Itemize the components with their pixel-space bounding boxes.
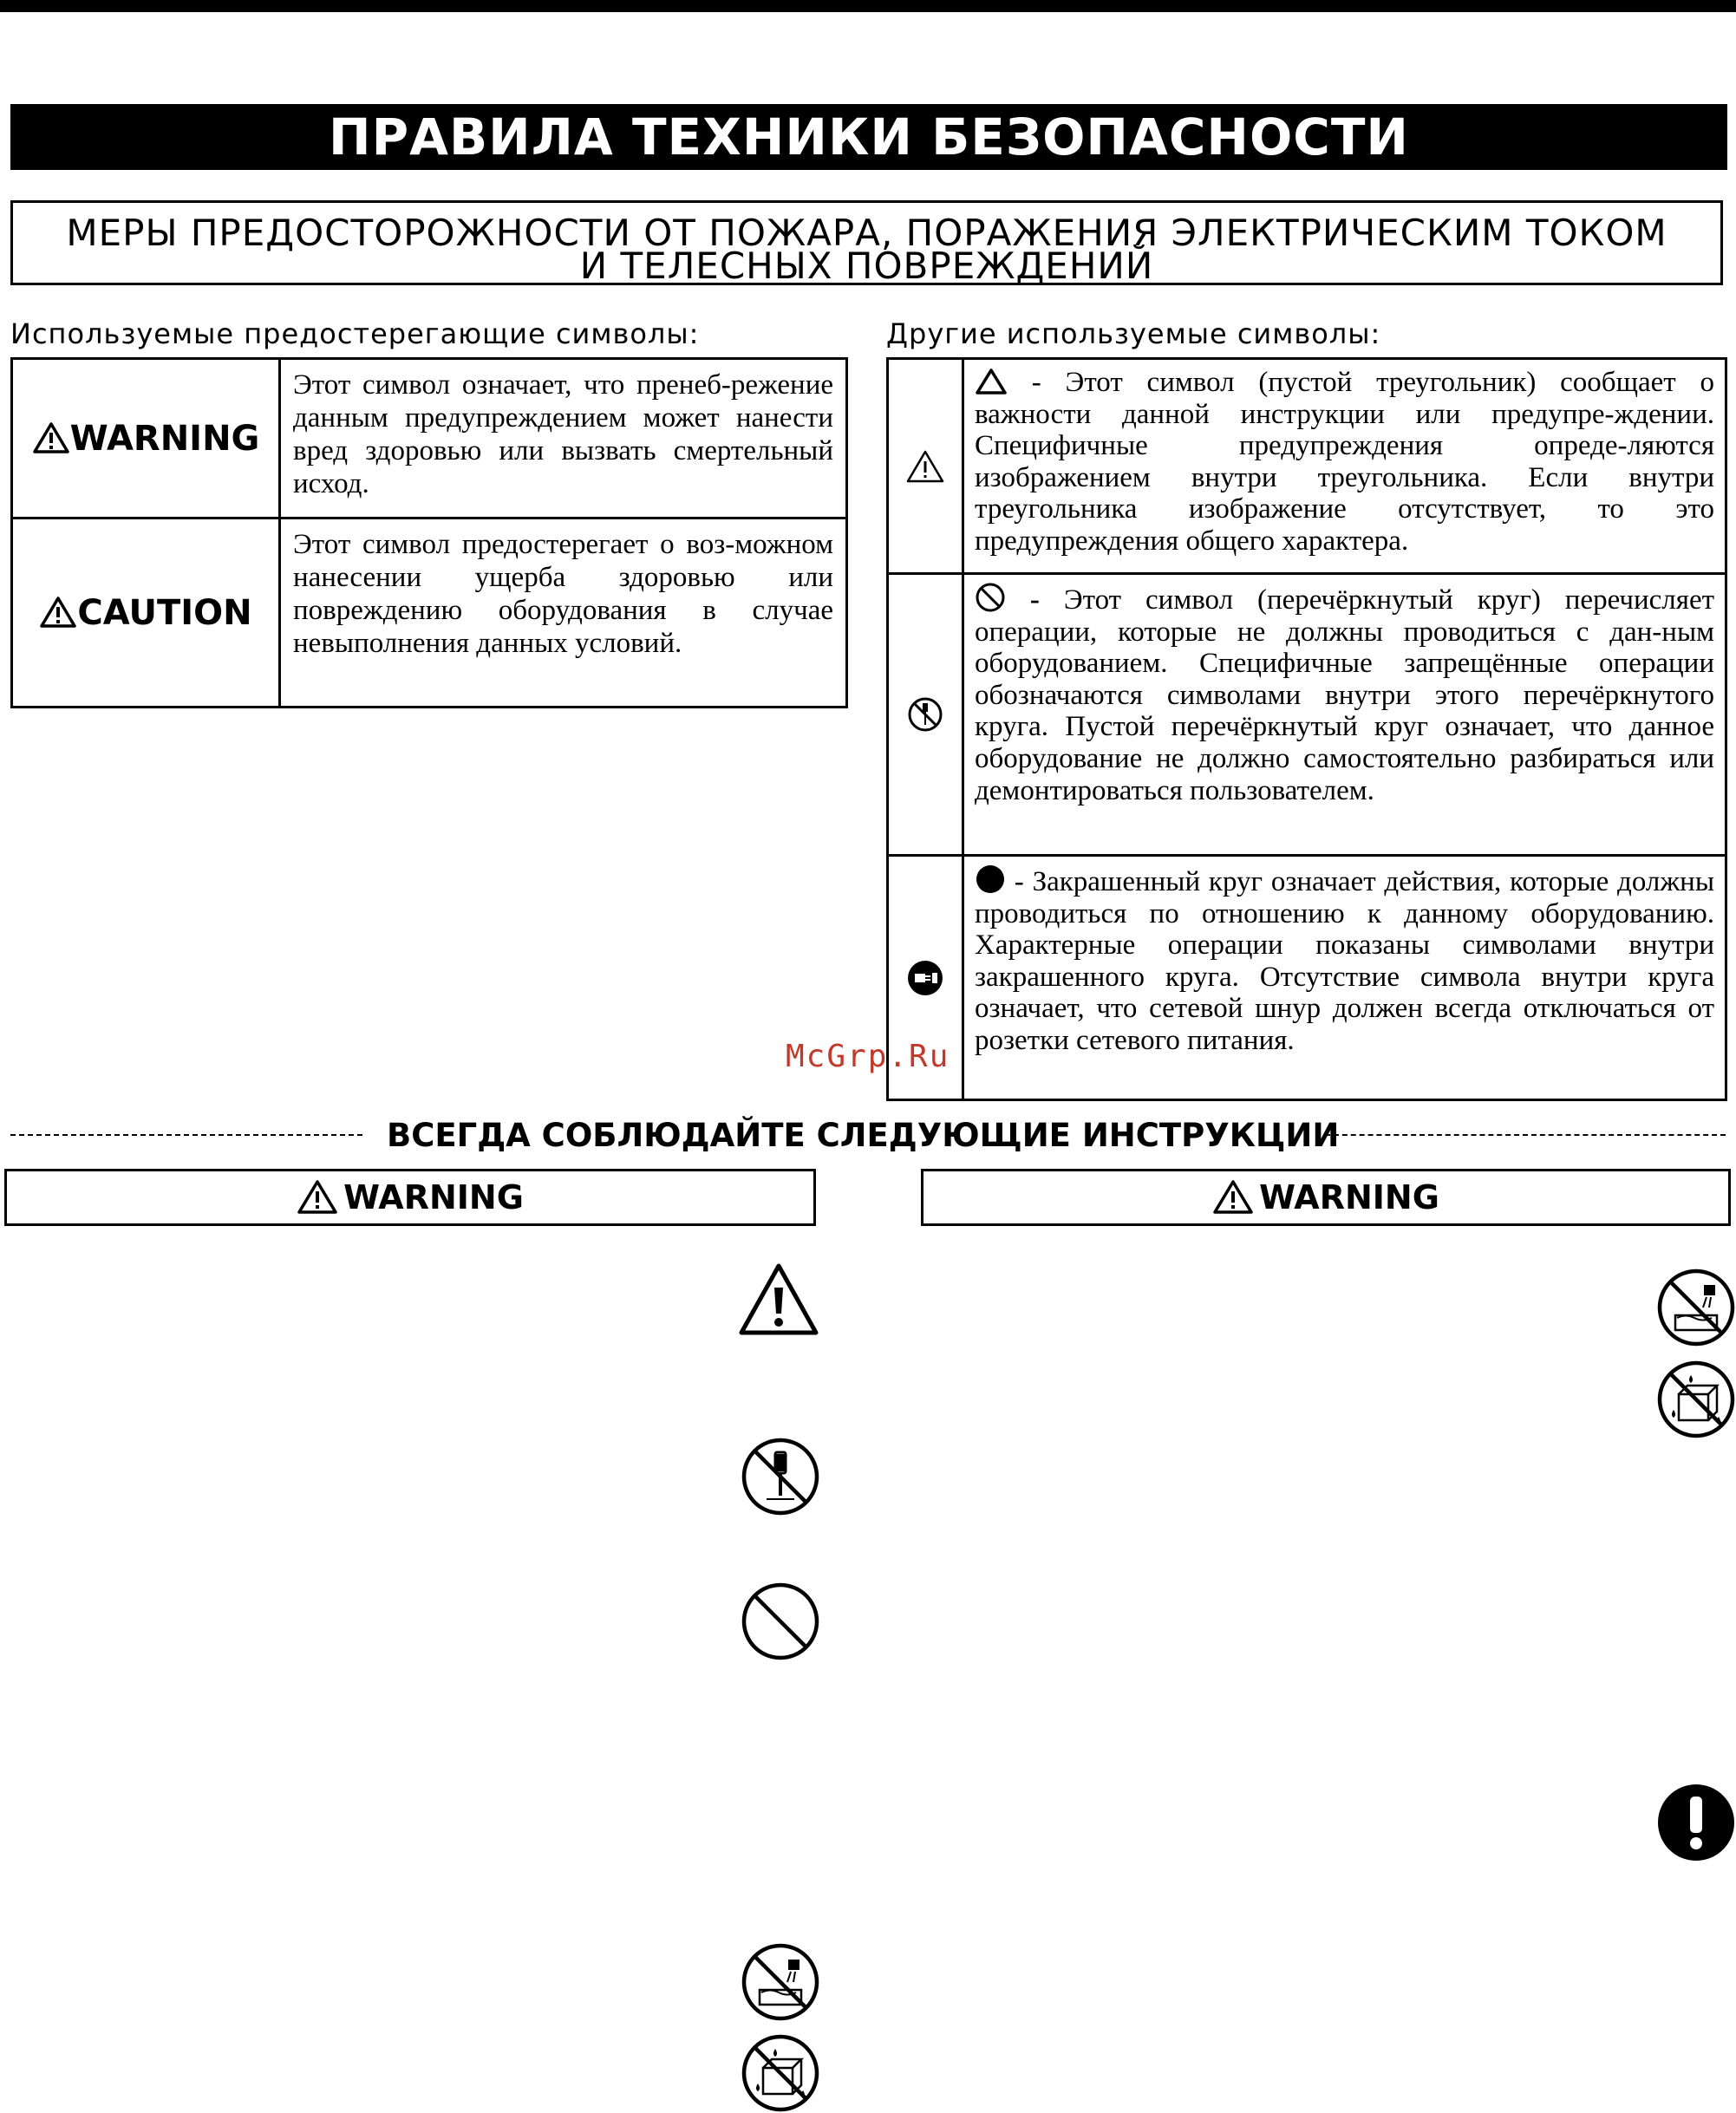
- caution-symbol-cell: [12, 518, 280, 708]
- triangle-symbol-row: [888, 359, 1726, 574]
- divider-right: [1325, 1134, 1726, 1136]
- warning-symbol-label: WARNING: [69, 418, 260, 459]
- mandatory-action-icon: [1656, 1783, 1736, 1862]
- subtitle-box: [10, 200, 1723, 285]
- always-heading: ВСЕГДА СОБЛЮДАЙТЕ СЛЕДУЮЩИЕ ИНСТРУКЦИИ: [387, 1117, 1340, 1154]
- warning-triangle-icon: [32, 421, 70, 454]
- warning-box-right-label: WARNING: [1259, 1178, 1439, 1216]
- warning-triangle-icon: [1212, 1179, 1254, 1216]
- no-liquids-icon: [741, 2033, 820, 2113]
- prohibition-icon-cell: [888, 574, 963, 856]
- caution-triangle-icon: [737, 1262, 820, 1338]
- warning-symbols-table: [10, 357, 848, 708]
- attention-triangle-icon: [905, 449, 945, 484]
- warning-description: Этот символ означает, что пренеб-режение данным предупреждением может нанести вред здоровью или вызвать смертельный исход.: [280, 359, 847, 518]
- caution-description: Этот символ предостерегает о воз-можном нанесении ущерба здоровью или повреждению оборудования в случае невыполнения данных условий.: [280, 518, 847, 708]
- warning-box-right: [921, 1169, 1731, 1226]
- top-border-bar: [0, 0, 1736, 12]
- triangle-text: Этот символ (пустой треугольник) сообщает о важности данной инструкции или предупре-ждении. Специфичные предупреждения опреде-ляются изображением внутри треугольника. Если внутри треугольника изображение отсутствует, то это предупреждения общего характера.: [975, 367, 1714, 557]
- watermark: McGrp.Ru: [786, 1039, 950, 1074]
- page-title: ПРАВИЛА ТЕХНИКИ БЕЗОПАСНОСТИ: [329, 108, 1409, 166]
- prohibition-description: [963, 574, 1726, 856]
- filled-circle-icon: [975, 864, 1006, 895]
- subtitle-line-2: И ТЕЛЕСНЫХ ПОВРЕЖДЕНИЙ: [579, 245, 1154, 287]
- prohibition-text: Этот символ (перечёркнутый круг) перечисляет операции, которые не должны проводиться с дан-ным оборудованием. Специфичные запрещённые операции обозначаются символами внутри этого перечёркнутого круга. Пустой перечёркнутый круг означает, что данное оборудование не должно самостоятельно разбираться или демонтироваться пользователем.: [975, 584, 1715, 806]
- no-liquids-icon: [1656, 1360, 1736, 1439]
- triangle-icon-cell: [888, 359, 963, 574]
- empty-triangle-icon: [975, 368, 1008, 395]
- prohibition-lead: -: [1029, 584, 1040, 616]
- warning-box-left-label: WARNING: [343, 1178, 524, 1216]
- subtitle-line-1: МЕРЫ ПРЕДОСТОРОЖНОСТИ ОТ ПОЖАРА, ПОРАЖЕНИЯ ЭЛЕКТРИЧЕСКИМ ТОКОМ: [66, 212, 1667, 254]
- warning-row: [12, 359, 847, 518]
- mandatory-lead: -: [1014, 866, 1024, 897]
- triangle-description: [963, 359, 1726, 574]
- no-disassembly-icon: [907, 696, 943, 733]
- mandatory-text: Закрашенный круг означает действия, которые должны проводиться по отношению к данному оборудованию. Характерные операции показаны символами внутри закрашенного круга. Отсутствие символа внутри круга означает, что сетевой шнур должен всегда отключаться от розетки сетевого питания.: [975, 866, 1714, 1056]
- mandatory-description: [963, 856, 1726, 1100]
- no-disassembly-icon: [741, 1437, 820, 1516]
- unplug-icon: [906, 959, 944, 997]
- no-water-icon: [741, 1942, 820, 2022]
- prohibition-symbol-row: [888, 574, 1726, 856]
- caution-triangle-icon: [39, 596, 77, 629]
- warning-symbol-cell: [12, 359, 280, 518]
- no-water-icon: [1656, 1268, 1736, 1347]
- caution-symbol-label: CAUTION: [77, 592, 252, 633]
- prohibited-icon: [741, 1581, 820, 1661]
- warning-triangle-icon: [297, 1179, 338, 1216]
- divider-left: [10, 1134, 362, 1136]
- crossed-circle-icon: [975, 582, 1006, 613]
- warning-symbols-label: Используемые предостерегающие символы:: [10, 317, 700, 350]
- triangle-lead: -: [1031, 367, 1041, 398]
- other-symbols-table: [886, 357, 1727, 1101]
- page-title-bar: [10, 104, 1727, 170]
- warning-box-left: [4, 1169, 816, 1226]
- mandatory-symbol-row: [888, 856, 1726, 1100]
- other-symbols-label: Другие используемые символы:: [886, 317, 1381, 350]
- caution-row: [12, 518, 847, 708]
